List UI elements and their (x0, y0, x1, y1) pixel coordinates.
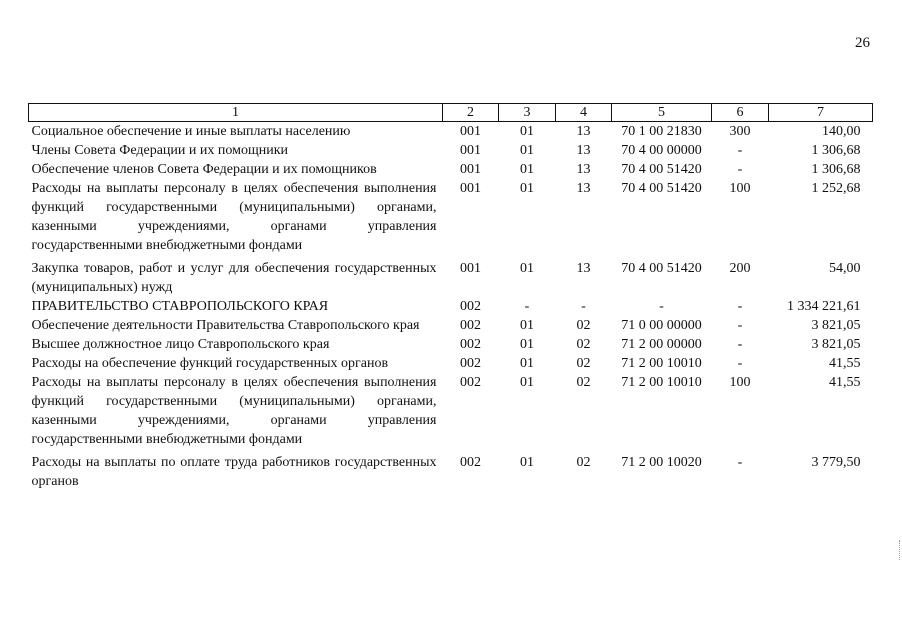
row-amount: 3 821,05 (811, 318, 861, 333)
column-header-5: 5 (612, 104, 712, 122)
row-code-5: 70 1 00 21830 (621, 124, 702, 139)
row-code-4: 13 (576, 124, 591, 139)
row-amount: 140,00 (822, 124, 861, 139)
row-code-3: 01 (520, 337, 534, 352)
row-amount: 41,55 (829, 375, 861, 390)
row-code-2: 002 (460, 455, 481, 470)
row-code-5: 71 2 00 00000 (621, 337, 702, 352)
page-number: 26 (855, 35, 870, 51)
row-code-4: 02 (576, 455, 591, 470)
column-header-7: 7 (769, 104, 873, 122)
row-code-2: 002 (460, 337, 481, 352)
row-amount: 1 334 221,61 (787, 299, 861, 314)
row-code-3: 01 (520, 455, 534, 470)
column-header-1: 1 (29, 104, 443, 122)
row-code-4: 13 (576, 162, 591, 177)
row-code-6: - (737, 318, 743, 333)
row-code-6: - (737, 299, 743, 314)
row-code-6: - (737, 143, 743, 158)
row-amount: 1 306,68 (811, 162, 861, 177)
row-amount: 3 779,50 (811, 455, 861, 470)
row-name: Расходы на выплаты по оплате труда работников государственных органов (31, 455, 437, 489)
row-name: Высшее должностное лицо Ставропольского края (31, 337, 330, 352)
row-code-6: - (737, 356, 743, 371)
table-row (29, 255, 873, 297)
row-code-6: - (737, 337, 743, 352)
margin-scan-mark (899, 540, 901, 560)
row-code-6: - (737, 162, 743, 177)
column-header-3: 3 (499, 104, 556, 122)
row-code-5: 70 4 00 51420 (621, 181, 702, 196)
row-code-4: 13 (576, 143, 591, 158)
row-name: Обеспечение членов Совета Федерации и их помощников (31, 162, 377, 177)
row-code-3: 01 (520, 181, 534, 196)
row-code-3: 01 (520, 261, 534, 276)
row-code-2: 001 (460, 143, 481, 158)
row-code-3: - (524, 299, 530, 314)
table-row (29, 373, 873, 449)
row-code-4: 13 (576, 261, 591, 276)
row-code-6: 300 (729, 124, 751, 139)
row-code-2: 002 (460, 375, 481, 390)
row-name: Расходы на выплаты персоналу в целях обеспечения выполнения функций государственными (муниципальными) органами, казенными учреждениями, органами управления государственными внебюджетными фондами (31, 375, 437, 447)
row-code-5: 71 2 00 10010 (621, 356, 702, 371)
table-row (29, 122, 873, 142)
table-row (29, 141, 873, 160)
row-code-3: 01 (520, 162, 534, 177)
row-code-4: - (581, 299, 586, 314)
row-amount: 54,00 (829, 261, 861, 276)
row-name: Члены Совета Федерации и их помощники (31, 143, 289, 158)
table-row (29, 449, 873, 491)
row-code-4: 02 (576, 375, 591, 390)
row-code-3: 01 (520, 375, 534, 390)
row-code-5: 71 2 00 10010 (621, 375, 702, 390)
row-code-2: 002 (460, 318, 481, 333)
table-row (29, 179, 873, 255)
row-code-4: 02 (576, 356, 591, 371)
table-header-row (29, 104, 873, 122)
row-code-5: 71 0 00 00000 (621, 318, 702, 333)
row-amount: 41,55 (829, 356, 861, 371)
row-name: Закупка товаров, работ и услуг для обеспечения государственных (муниципальных) нужд (31, 261, 437, 295)
column-header-6: 6 (712, 104, 769, 122)
row-amount: 1 306,68 (811, 143, 861, 158)
column-header-4: 4 (556, 104, 612, 122)
table-row (29, 335, 873, 354)
row-code-2: 001 (460, 162, 481, 177)
row-code-6: - (737, 455, 743, 470)
row-code-5: - (659, 299, 664, 314)
row-code-3: 01 (520, 356, 534, 371)
table-row (29, 160, 873, 179)
row-code-3: 01 (520, 318, 534, 333)
row-code-6: 100 (729, 181, 751, 196)
column-header-2: 2 (443, 104, 499, 122)
row-code-5: 70 4 00 51420 (621, 261, 702, 276)
row-code-2: 002 (460, 299, 481, 314)
row-code-4: 02 (576, 318, 591, 333)
row-code-4: 02 (576, 337, 591, 352)
row-code-6: 100 (729, 375, 751, 390)
row-code-2: 002 (460, 356, 481, 371)
row-code-3: 01 (520, 143, 534, 158)
row-code-2: 001 (460, 181, 481, 196)
row-code-4: 13 (576, 181, 591, 196)
table-row (29, 297, 873, 316)
table-row (29, 316, 873, 335)
row-code-2: 001 (460, 124, 481, 139)
row-code-6: 200 (729, 261, 751, 276)
row-code-5: 71 2 00 10020 (621, 455, 702, 470)
row-code-2: 001 (460, 261, 481, 276)
budget-table (28, 103, 873, 491)
row-name: Обеспечение деятельности Правительства Ставропольского края (31, 318, 420, 333)
row-amount: 3 821,05 (811, 337, 861, 352)
row-name: Расходы на обеспечение функций государственных органов (31, 356, 389, 371)
row-amount: 1 252,68 (811, 181, 861, 196)
row-code-5: 70 4 00 51420 (621, 162, 702, 177)
row-code-3: 01 (520, 124, 534, 139)
row-name: ПРАВИТЕЛЬСТВО СТАВРОПОЛЬСКОГО КРАЯ (31, 299, 329, 314)
table-row (29, 354, 873, 373)
row-name: Расходы на выплаты персоналу в целях обеспечения выполнения функций государственными (муниципальными) органами, казенными учреждениями, органами управления государственными внебюджетными фондами (31, 181, 437, 253)
row-name: Социальное обеспечение и иные выплаты населению (31, 124, 351, 139)
row-code-5: 70 4 00 00000 (621, 143, 702, 158)
